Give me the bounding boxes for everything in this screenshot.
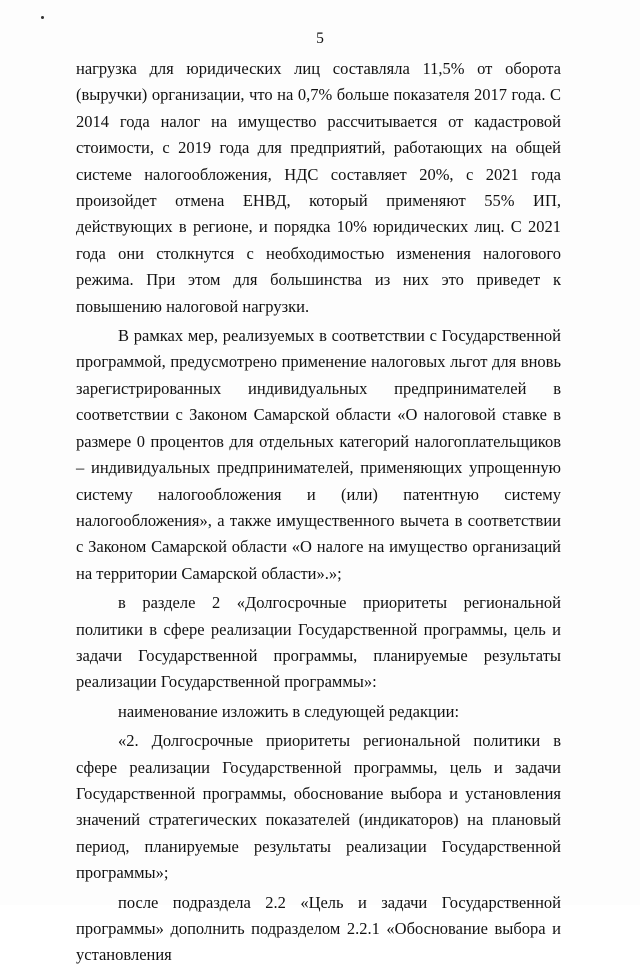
- paragraph-2: В рамках мер, реализуемых в соответствии с Государственной программой, предусмотрено применение налоговых льгот для вновь зарегистрированных индивидуальных предпринимателей в соответствии с Законом Самарской области «О налоговой ставке в размере 0 процентов для отдельных категорий налогоплательщиков – индивидуальных предпринимателей, применяющих упрощенную систему налогообложения и (или) патентную систему налогообложения», а также имущественного вычета в соответствии с Законом Самарской области «О налоге на имущество организаций на территории Самарской области».»;: [76, 326, 561, 583]
- paragraph-6: после подраздела 2.2 «Цель и задачи Государственной программы» дополнить подразделом 2.2.1 «Обоснование выбора и установления: [76, 892, 561, 965]
- scan-speck: [41, 16, 44, 19]
- paragraph-3: в разделе 2 «Долгосрочные приоритеты региональной политики в сфере реализации Государственной программы, цель и задачи Государственной программы, планируемые результаты реализации Государственной программы»:: [76, 593, 561, 692]
- paragraph-4: наименование изложить в следующей редакции:: [118, 701, 460, 721]
- page-number: 5: [316, 30, 324, 47]
- paragraph-5: «2. Долгосрочные приоритеты региональной политики в сфере реализации Государственной программы, цель и задачи Государственной программы, обоснование выбора и установления значений стратегических показателей (индикаторов) на плановый период, планируемые результаты реализации Государственной программы»;: [76, 731, 561, 883]
- paragraph-1: нагрузка для юридических лиц составляла 11,5% от оборота (выручки) организации, что на 0,7% больше показателя 2017 года. С 2014 года налог на имущество рассчитывается от кадастровой стоимости, с 2019 года для предприятий, работающих на общей системе налогообложения, НДС составляет 20%, с 2021 года произойдет отмена ЕНВД, который применяют 55% ИП, действующих в регионе, и порядка 10% юридических лиц. С 2021 года они столкнутся с необходимостью изменения налогового режима. При этом для большинства из них это приведет к повышению налоговой нагрузки.: [76, 59, 561, 316]
- document-body: [76, 56, 561, 969]
